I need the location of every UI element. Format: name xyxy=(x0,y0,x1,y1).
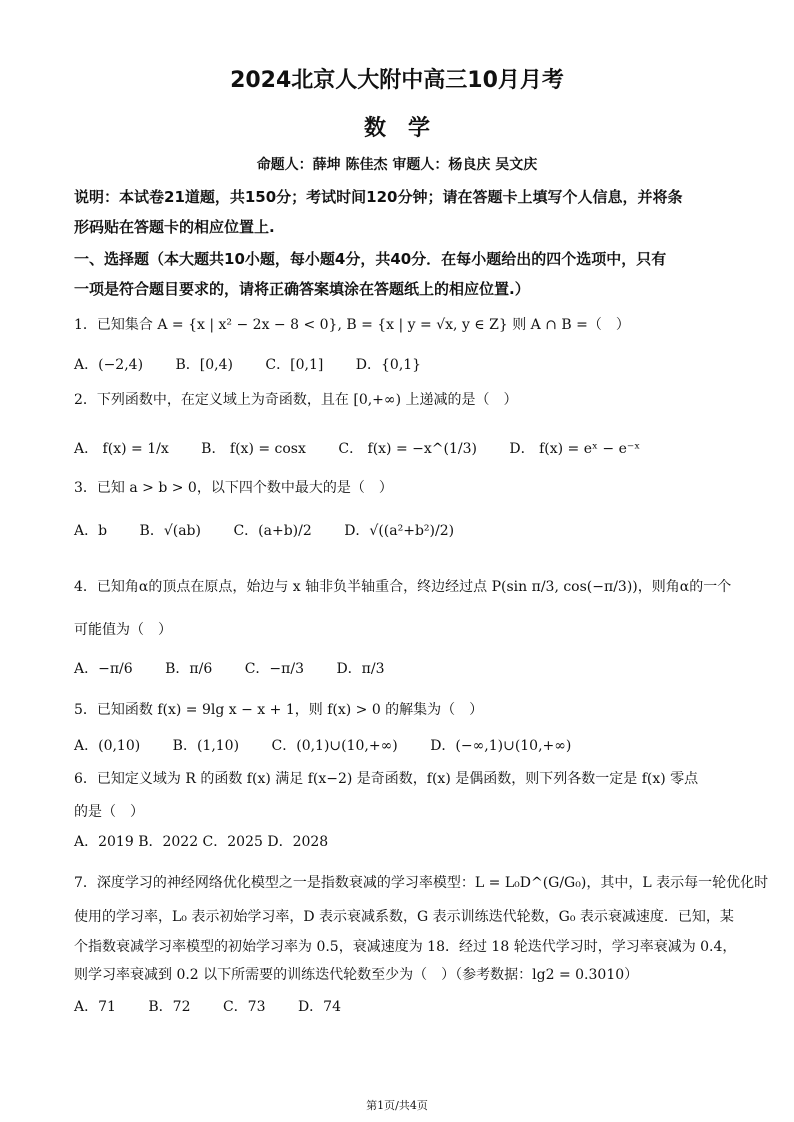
option-b: B．π/6 xyxy=(165,661,213,677)
question-1-stem: 1．已知集合 A = {x | x² − 2x − 8 < 0}, B = {x | y = √x, y ∈ Z} 则 A ∩ B =（ ） xyxy=(74,317,630,333)
option-a: A．71 xyxy=(74,999,116,1015)
question-5-stem: 5．已知函数 f(x) = 9lg x − x + 1，则 f(x) > 0 的解集为（ ） xyxy=(74,702,484,718)
question-3-options xyxy=(74,522,482,540)
exam-title: 2024北京人大附中高三10月月考 xyxy=(230,68,564,93)
question-7-stem-3: 个指数衰减学习率模型的初始学习率为 0.5，衰减速度为 18．经过 18 轮迭代学习时，学习率衰减为 0.4， xyxy=(74,939,737,955)
question-5-options xyxy=(74,737,599,755)
option-d: D．√((a²+b²)/2) xyxy=(344,523,455,539)
page-footer: 第1页/共4页 xyxy=(366,1099,428,1112)
instructions-line-2: 形码贴在答题卡的相应位置上. xyxy=(74,218,275,236)
instructions-line-1: 说明：本试卷21道题，共150分；考试时间120分钟；请在答题卡上填写个人信息，并将条 xyxy=(74,188,683,206)
option-b: B．√(ab) xyxy=(139,523,201,539)
question-1-options xyxy=(74,356,449,374)
option-c: C．(0,1)∪(10,+∞) xyxy=(271,738,398,754)
question-4-stem-1: 4．已知角α的顶点在原点，始边与 x 轴非负半轴重合，终边经过点 P(sin π/3, cos(−π/3))，则角α的一个 xyxy=(74,579,732,595)
question-3-stem: 3．已知 a > b > 0，以下四个数中最大的是（ ） xyxy=(74,480,393,496)
option-b: B．72 xyxy=(148,999,191,1015)
option-d: D．{0,1} xyxy=(355,357,422,373)
option-c: C．73 xyxy=(222,999,266,1015)
question-7-options xyxy=(74,998,369,1016)
option-a: A． f(x) = 1/x xyxy=(74,441,169,457)
option-b: B．[0,4) xyxy=(175,357,233,373)
question-7-stem-4: 则学习率衰减到 0.2 以下所需要的训练迭代轮数至少为（ ）（参考数据：lg2 = 0.3010） xyxy=(74,967,639,983)
question-7-stem-2: 使用的学习率，L₀ 表示初始学习率，D 表示衰减系数，G 表示训练迭代轮数，G₀ 表示衰减速度．已知，某 xyxy=(74,909,734,925)
question-6-stem-2: 的是（ ） xyxy=(74,804,144,820)
option-c: C． f(x) = −x^(1/3) xyxy=(338,441,477,457)
section-heading-line-2: 一项是符合题目要求的，请将正确答案填涂在答题纸上的相应位置.） xyxy=(74,280,530,298)
option-a: A．b xyxy=(74,523,108,539)
question-2-options xyxy=(74,440,668,458)
option-c: C．(a+b)/2 xyxy=(233,523,312,539)
option-c: C．−π/3 xyxy=(244,661,304,677)
question-6-stem-1: 6．已知定义域为 R 的函数 f(x) 满足 f(x−2) 是奇函数，f(x) 是偶函数，则下列各数一定是 f(x) 零点 xyxy=(74,771,699,787)
option-a: A．(−2,4) xyxy=(74,357,144,373)
section-heading-line-1: 一、选择题（本大题共10小题，每小题4分，共40分．在每小题给出的四个选项中，只有 xyxy=(74,250,667,268)
question-4-options xyxy=(74,660,413,678)
question-6-options: A．2019 B．2022 C．2025 D．2028 xyxy=(74,834,329,850)
option-c: C．[0,1] xyxy=(265,357,324,373)
question-4-stem-2: 可能值为（ ） xyxy=(74,622,172,638)
question-7-stem-1: 7．深度学习的神经网络优化模型之一是指数衰减的学习率模型：L = L₀D^(G/G₀)，其中，L 表示每一轮优化时 xyxy=(74,875,769,891)
option-d: D．π/3 xyxy=(336,661,385,677)
option-a: A．(0,10) xyxy=(74,738,141,754)
subject-title: 数 学 xyxy=(363,116,430,141)
option-d: D．74 xyxy=(297,999,341,1015)
option-d: D．(−∞,1)∪(10,+∞) xyxy=(430,738,572,754)
option-b: B．(1,10) xyxy=(172,738,240,754)
authors-line: 命题人：薛坤 陈佳杰 审题人：杨良庆 吴文庆 xyxy=(256,157,538,173)
option-d: D． f(x) = eˣ − e⁻ˣ xyxy=(509,441,641,457)
question-2-stem: 2．下列函数中，在定义域上为奇函数，且在 [0,+∞) 上递减的是（ ） xyxy=(74,392,518,408)
option-b: B． f(x) = cosx xyxy=(201,441,306,457)
option-a: A．−π/6 xyxy=(74,661,133,677)
